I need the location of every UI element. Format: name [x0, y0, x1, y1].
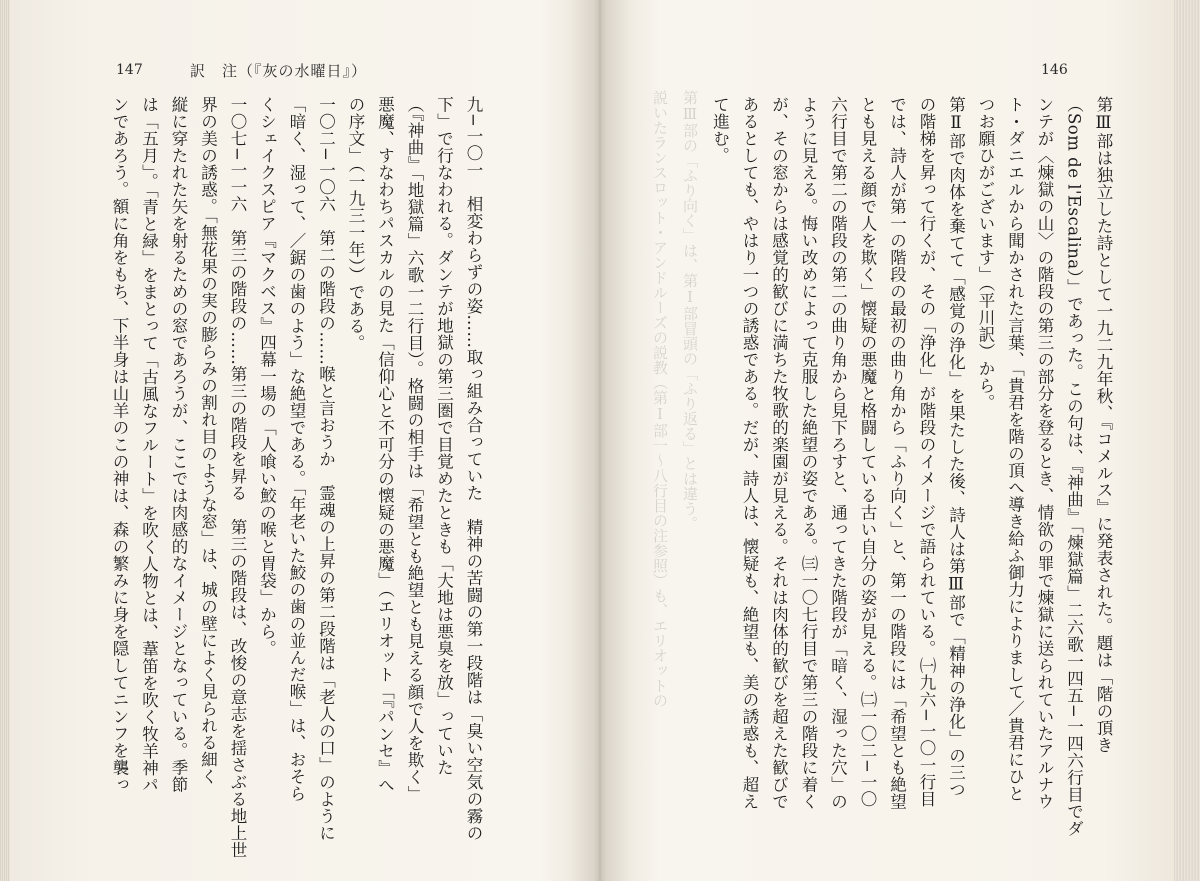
text-line: 一〇二−一〇六 第二の階段の……喉と言おうか 霊魂の上昇の第二段階は「老人の口」のように: [316, 96, 336, 842]
text-line: 縦に穿たれた矢を射るための窓であろうが、ここでは肉感的なイメージとなっている。季節: [169, 96, 188, 793]
text-line: くシェイクスピア『マクベス』四幕一場の「人喰い鮫の喉と胃袋」から。: [257, 96, 277, 657]
text-line: の階梯を昇って行くが、その「浄化」が階段のイメージで語られている。㈠九六−一〇一行目: [917, 96, 936, 808]
text-line: つお願ひがございます」（平川訳）から。: [976, 96, 995, 411]
text-line: 六行目で第二の階段の第二の曲り角から見下ろすと、通ってきた階段が「暗く、湿った穴」の: [828, 96, 848, 810]
left-page-text: [110, 96, 488, 859]
text-line: 一〇七−一一六 第三の階段の……第三の階段を昇る 第三の階段は、改悛の意志を揺さぶる地上世: [228, 96, 247, 859]
page-number-right: 146: [1041, 62, 1068, 78]
text-line: 下」で行なわれる。ダンテが地獄の第三圏で目覚めたときも「大地は悪臭を放」っていた: [434, 96, 454, 776]
page-number-left: 147: [116, 62, 143, 78]
text-line: （『神曲』「地獄篇」六歌一二行目）。格闘の相手は「希望とも絶望とも見える顔で人を欺く」: [405, 96, 424, 803]
text-line: （Som de l'Escalina）」であった。この句は、『神曲』「煉獄篇」二六歌一四五−一四六行目でダ: [1064, 96, 1084, 838]
bleed-through-text: [615, 90, 705, 830]
text-line: では、詩人が第一の階段の最初の曲り角から「ふり向く」と、第一の階段には「希望とも絶望: [887, 96, 907, 810]
text-line: の序文」（一九三一年））である。: [346, 96, 365, 352]
text-line: て進む。: [710, 96, 730, 164]
text-line: あるとしても、やはり一つの誘惑である。だが、詩人は、懐疑も、絶望も、美の誘惑も、超え: [740, 96, 759, 810]
text-line: 界の美の誘惑。「無花果の実の膨らみの割れ目のような窓」は、城の壁によく見られる細く: [198, 96, 218, 785]
text-line: 九−一〇一 相変わらずの姿……取っ組み合っていた 精神の苦闘の第一段階は「臭い空気の霧の: [464, 96, 483, 842]
text-line: ンであろう。額に角をもち、下半身は山羊のこの神は、森の繁みに身を隠してニンフを襲っ: [110, 96, 129, 793]
bleed-through-line: 第Ⅲ部の「ふり向く」は、第Ⅰ部冒頭の「ふり返る」とは違う。: [681, 90, 699, 531]
page-edges-left: [0, 0, 10, 881]
text-line: が、その窓からは感覚的歓びに満ちた牧歌的楽園が見える。それは肉体的歓びを超えた歓びで: [769, 96, 789, 810]
right-page-text: [710, 96, 1118, 856]
text-line: は「五月」。「青と緑」をまとって「古風なフルート」を吹く人物とは、葦笛を吹く牧羊神パ: [139, 96, 159, 794]
text-line: ンテが〈煉獄の山〉の階段の第三の部分を登るとき、情欲の罪で煉獄に送られていたアルナウ: [1035, 96, 1054, 810]
text-line: 「暗く、湿って、／鋸の歯のよう」な絶望である。「年老いた鮫の歯の並んだ喉」は、おそら: [287, 96, 306, 802]
text-line: ように見える。悔い改めによって克服した絶望の姿である。㈢一〇七行目で第三の階段に着く: [799, 96, 818, 810]
text-line: 第Ⅲ部は独立した詩として一九二九年秋、『コメルス』に発表された。題は「階の頂き: [1094, 96, 1113, 754]
text-line: 第Ⅱ部で肉体を棄てて「感覚の浄化」を果たした後、詩人は第Ⅲ部で「精神の浄化」の三つ: [946, 96, 966, 798]
page-edges-right: [1174, 0, 1200, 881]
running-head: 訳 注（『灰の水曜日』）: [190, 62, 368, 80]
text-line: ト・ダニエルから聞かされた言葉、「貴君を階の頂へ導き給ふ御力によりまして／貴君にひと: [1005, 96, 1025, 802]
bleed-through-line: 説いたランスロット・アンドルーズの説教（第Ⅰ部一〜八行目の注参照）も、エリオットの: [651, 90, 669, 708]
text-line: 悪魔、すなわちパスカルの見た「信仰心と不可分の懐疑の悪魔」（エリオット「『パンセ』へ: [375, 96, 395, 794]
text-line: とも見える顔で人を欺く」懐疑の悪魔と格闘している古い自分の姿が見える。㈡一〇二−一〇: [858, 96, 877, 808]
